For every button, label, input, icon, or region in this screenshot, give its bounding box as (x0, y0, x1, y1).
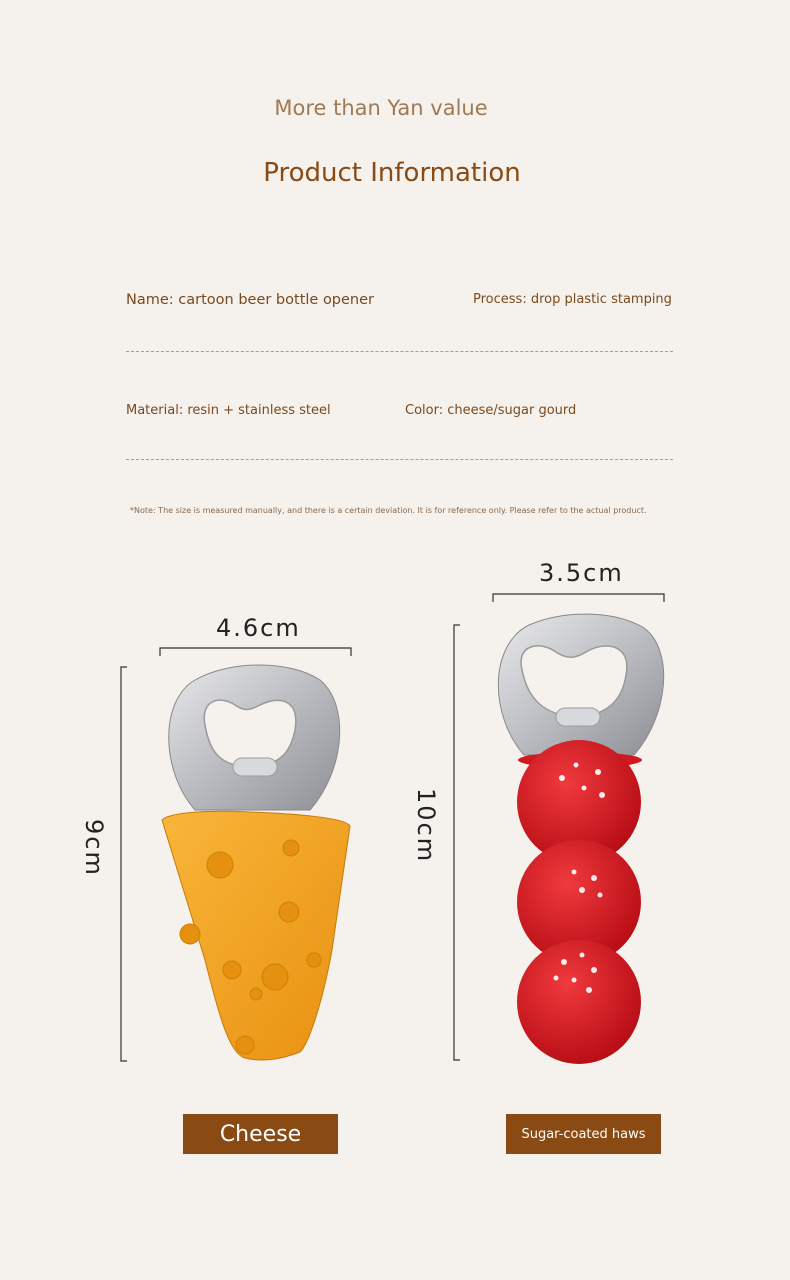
spec-material: Material: resin + stainless steel (126, 403, 331, 418)
cheese-label: Cheese (183, 1114, 338, 1154)
cheese-opener-image (150, 660, 360, 1070)
spec-name: Name: cartoon beer bottle opener (126, 292, 375, 308)
spec-process: Process: drop plastic stamping (473, 292, 672, 307)
section-subtitle: More than Yan value (274, 96, 488, 120)
cheese-width-label: 4.6cm (216, 614, 301, 642)
spec-color: Color: cheese/sugar gourd (405, 403, 577, 418)
section-title: Product Information (263, 158, 521, 188)
haws-width-label: 3.5cm (539, 559, 624, 587)
cheese-height-label: 9cm (80, 819, 108, 877)
measurement-note: *Note: The size is measured manually, and there is a certain deviation. It is for reference only. Please refer to the actual product. (130, 506, 647, 515)
haws-label: Sugar-coated haws (506, 1114, 661, 1154)
haws-opener-image (484, 610, 674, 1070)
haws-height-label: 10cm (412, 788, 440, 864)
